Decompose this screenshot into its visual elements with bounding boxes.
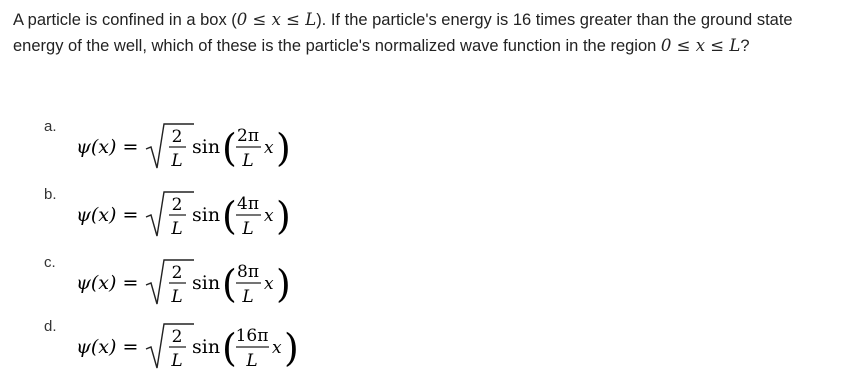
arg-numerator: 4π	[237, 194, 259, 214]
arg-variable: x	[264, 138, 274, 158]
wave-function-formula	[76, 256, 346, 314]
question-math-range-1: 0 ≤ x ≤ L	[236, 10, 317, 29]
wave-function-formula	[76, 320, 356, 378]
right-paren: )	[276, 262, 291, 306]
sqrt-sign-icon	[146, 324, 194, 368]
formula-lhs: ψ(x) =	[76, 204, 139, 226]
arg-variable: x	[264, 206, 274, 226]
option-letter: b.	[44, 186, 57, 203]
option-letter: c.	[44, 254, 56, 271]
left-paren: (	[222, 262, 237, 306]
question-part-1: A particle is confined in a box (	[13, 11, 237, 29]
wave-function-formula	[76, 188, 346, 246]
sqrt-sign-icon	[146, 124, 194, 168]
sqrt-numerator: 2	[171, 195, 183, 215]
arg-numerator: 8π	[237, 262, 259, 282]
arg-denominator: L	[242, 151, 254, 171]
sqrt-denominator: L	[171, 151, 183, 171]
formula-lhs: ψ(x) =	[76, 136, 139, 158]
sine-function: sin	[192, 336, 221, 358]
sine-function: sin	[192, 136, 221, 158]
question-text	[13, 7, 843, 59]
wave-function-formula	[76, 120, 346, 178]
left-paren: (	[222, 194, 237, 238]
left-paren: (	[222, 326, 237, 370]
arg-variable: x	[264, 274, 274, 294]
sqrt-denominator: L	[171, 219, 183, 239]
sine-function: sin	[192, 272, 221, 294]
arg-denominator: L	[246, 351, 258, 371]
arg-variable: x	[272, 338, 282, 358]
right-paren: )	[284, 326, 299, 370]
right-paren: )	[276, 126, 291, 170]
answer-option-a[interactable]	[44, 118, 444, 178]
sqrt-sign-icon	[146, 260, 194, 304]
question-part-2: ). If the particle's energy is 16 times greater than the ground state energy of the well, which of these is the particle's normalized wave function in the region	[13, 11, 793, 55]
question-math-range-2: 0 ≤ x ≤ L	[660, 36, 741, 55]
option-letter: a.	[44, 118, 57, 135]
answer-option-b[interactable]	[44, 186, 444, 246]
formula-lhs: ψ(x) =	[76, 272, 139, 294]
sqrt-numerator: 2	[171, 263, 183, 283]
sqrt-numerator: 2	[171, 327, 183, 347]
sqrt-sign-icon	[146, 192, 194, 236]
sqrt-numerator: 2	[171, 127, 183, 147]
option-letter: d.	[44, 318, 57, 335]
formula-lhs: ψ(x) =	[76, 336, 139, 358]
question-part-3: ?	[740, 37, 750, 55]
left-paren: (	[222, 126, 237, 170]
sine-function: sin	[192, 204, 221, 226]
right-paren: )	[276, 194, 291, 238]
sqrt-denominator: L	[171, 351, 183, 371]
sqrt-denominator: L	[171, 287, 183, 307]
arg-numerator: 16π	[235, 326, 269, 346]
answer-option-d[interactable]	[44, 318, 444, 378]
arg-denominator: L	[242, 287, 254, 307]
answer-option-c[interactable]	[44, 254, 444, 314]
arg-denominator: L	[242, 219, 254, 239]
arg-numerator: 2π	[237, 126, 259, 146]
